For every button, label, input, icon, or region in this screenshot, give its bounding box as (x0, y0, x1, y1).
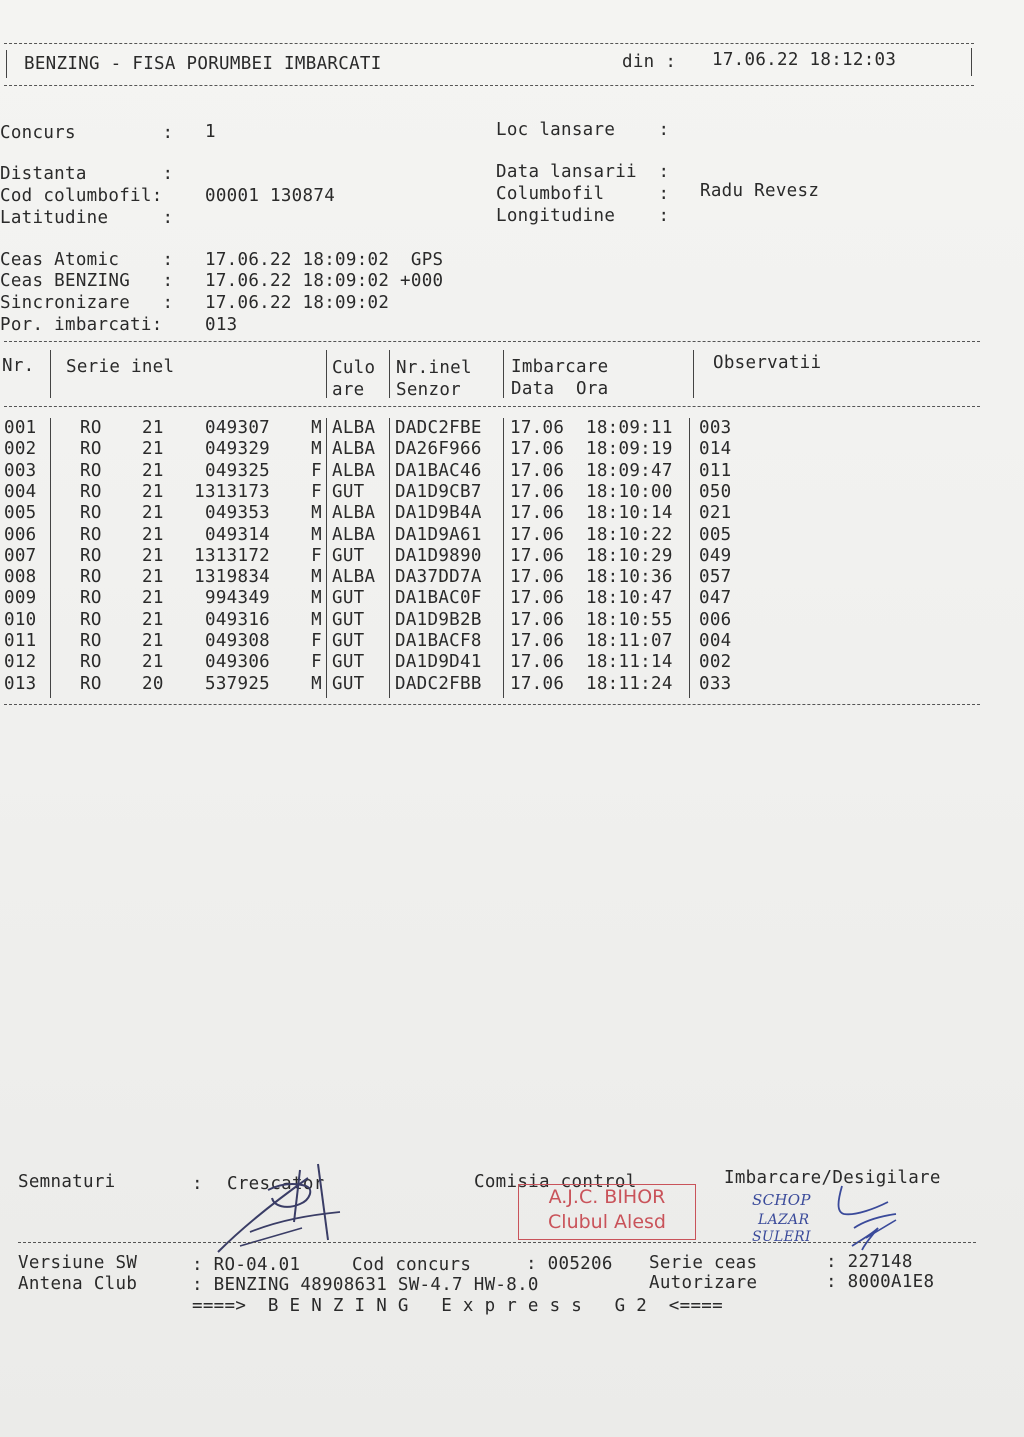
semnaturi-colon: : (192, 1174, 203, 1194)
cell-obs: 014 (699, 439, 732, 460)
cell-sex: F (311, 652, 322, 673)
cell-inel: 1319834 (194, 567, 270, 588)
stamp-line1-b: BIHOR (604, 1186, 666, 1208)
cod-concurs-label: Cod concurs (352, 1255, 472, 1275)
header-border-top (4, 43, 974, 44)
antena-club-value: : BENZING 48908631 SW-4.7 HW-8.0 (192, 1275, 539, 1295)
col-header-nrinel-1: Nr.inel (396, 358, 472, 378)
cell-data: 17.06 (510, 673, 565, 694)
table-row (0, 525, 760, 546)
porumbei-imbarcati-value: 013 (205, 315, 238, 335)
footer-separator (18, 1242, 976, 1243)
cell-data: 17.06 (510, 439, 565, 460)
cell-nr: 012 (4, 652, 37, 673)
cell-nr: 010 (4, 609, 37, 630)
cell-inel: 049307 (204, 418, 270, 438)
col-header-observatii: Observatii (713, 353, 822, 373)
table-border-bottom (4, 704, 980, 705)
header-divider (503, 350, 504, 398)
antena-club-label: Antena Club (18, 1274, 138, 1294)
cell-senzor: DA1D9D41 (395, 652, 482, 673)
cell-senzor: DA1D9CB7 (395, 481, 482, 502)
cell-nr: 002 (4, 439, 37, 460)
concurs-label: Concurs : (0, 123, 174, 143)
report-date-label: din : (622, 52, 677, 72)
cell-nr: 004 (4, 481, 37, 502)
header-divider (693, 350, 694, 398)
table-row (0, 546, 760, 567)
cod-columbofil-value: 00001 130874 (205, 186, 336, 206)
handwritten-name-3: SULERI (752, 1229, 811, 1245)
cell-tara: RO (80, 481, 102, 502)
cell-inel: 049329 (204, 439, 270, 460)
col-header-culoare-2: are (332, 380, 365, 400)
header-divider (50, 350, 51, 398)
cell-inel: 1313173 (194, 481, 270, 502)
cell-tara: RO (80, 673, 102, 694)
cell-tara: RO (80, 524, 102, 545)
column-divider (50, 418, 51, 698)
cell-culoare: GUT (332, 652, 365, 673)
autorizare-value: : 8000A1E8 (826, 1272, 935, 1292)
cell-obs: 047 (699, 588, 732, 609)
cell-inel: 049325 (204, 460, 270, 481)
latitudine-label: Latitudine : (0, 208, 174, 228)
loc-lansare-label: Loc lansare : (496, 120, 670, 140)
cell-an: 21 (142, 524, 164, 545)
cell-tara: RO (80, 545, 102, 566)
header-divider (389, 350, 390, 398)
versiune-sw-label: Versiune SW (18, 1253, 138, 1273)
cell-senzor: DADC2FBB (395, 673, 482, 694)
column-divider (326, 418, 327, 698)
header-border-bottom (4, 85, 974, 86)
cell-culoare: GUT (332, 609, 365, 630)
cell-sex: M (311, 524, 322, 545)
cell-senzor: DA1D9B4A (395, 503, 482, 524)
cell-an: 21 (142, 503, 164, 524)
cell-obs: 003 (699, 418, 732, 438)
distanta-label: Distanta : (0, 164, 174, 184)
table-row (0, 461, 760, 482)
table-row (0, 674, 760, 695)
cell-data: 17.06 (510, 631, 565, 651)
ceas-atomic-label: Ceas Atomic : (0, 250, 174, 270)
cell-nr: 006 (4, 524, 37, 545)
table-row (0, 439, 760, 460)
col-header-serie: Serie inel (66, 357, 175, 377)
handwritten-name-1: SCHOP (752, 1191, 811, 1209)
cell-sex: F (311, 631, 322, 651)
cell-senzor: DA37DD7A (395, 567, 482, 588)
cell-nr: 013 (4, 673, 37, 694)
cell-an: 20 (142, 673, 164, 694)
cell-tara: RO (80, 503, 102, 524)
ceas-benzing-label: Ceas BENZING : (0, 271, 174, 291)
cell-obs: 021 (699, 503, 732, 524)
cell-inel: 537925 (204, 673, 270, 694)
cell-inel: 049353 (204, 503, 270, 524)
imbarcare-desigilare-label: Imbarcare/Desigilare (724, 1168, 941, 1188)
semnaturi-label: Semnaturi (18, 1172, 116, 1192)
cell-sex: F (311, 460, 322, 481)
cell-ora: 18:09:11 (586, 418, 673, 438)
header-border-left (6, 50, 7, 78)
cell-ora: 18:10:36 (586, 567, 673, 588)
cod-concurs-value: : 005206 (526, 1254, 613, 1274)
table-border-top (4, 341, 980, 342)
cell-an: 21 (142, 418, 164, 438)
cell-data: 17.06 (510, 418, 565, 438)
col-header-culoare-1: Culo (332, 358, 376, 378)
cell-an: 21 (142, 631, 164, 651)
cell-ora: 18:11:07 (586, 631, 673, 651)
cell-ora: 18:09:47 (586, 460, 673, 481)
ceas-benzing-value: 17.06.22 18:09:02 +000 (205, 271, 444, 291)
cell-culoare: ALBA (332, 439, 376, 460)
cell-culoare: ALBA (332, 524, 376, 545)
crescator-label: Crescator (227, 1174, 325, 1194)
cell-an: 21 (142, 460, 164, 481)
col-header-nrinel-2: Senzor (396, 380, 462, 400)
cell-data: 17.06 (510, 481, 565, 502)
cell-senzor: DA1D9A61 (395, 524, 482, 545)
stamp-line1-a: A.J.C. (548, 1186, 599, 1208)
cell-data: 17.06 (510, 460, 565, 481)
cell-obs: 004 (699, 631, 732, 651)
cell-an: 21 (142, 545, 164, 566)
cell-data: 17.06 (510, 567, 565, 588)
table-row (0, 588, 760, 609)
cell-tara: RO (80, 652, 102, 673)
cell-nr: 008 (4, 567, 37, 588)
table-row (0, 418, 760, 439)
column-divider (389, 418, 390, 698)
serie-ceas-value: : 227148 (826, 1252, 913, 1272)
cell-obs: 002 (699, 652, 732, 673)
versiune-sw-value: : RO-04.01 (192, 1255, 301, 1275)
cell-inel: 049306 (204, 652, 270, 673)
report-date-value: 17.06.22 18:12:03 (712, 50, 897, 70)
cell-inel: 994349 (204, 588, 270, 609)
data-lansarii-label: Data lansarii : (496, 162, 670, 182)
club-stamp (518, 1184, 696, 1240)
cell-senzor: DA26F966 (395, 439, 482, 460)
cell-tara: RO (80, 609, 102, 630)
cell-senzor: DA1BAC0F (395, 588, 482, 609)
header-divider (326, 350, 327, 398)
cell-inel: 1313172 (194, 545, 270, 566)
cell-senzor: DA1BAC46 (395, 460, 482, 481)
cell-nr: 011 (4, 631, 37, 651)
cell-culoare: GUT (332, 545, 365, 566)
cell-obs: 033 (699, 673, 732, 694)
table-row (0, 631, 760, 652)
cell-data: 17.06 (510, 588, 565, 609)
cell-inel: 049314 (204, 524, 270, 545)
cell-obs: 049 (699, 545, 732, 566)
serie-ceas-label: Serie ceas (649, 1253, 758, 1273)
cod-columbofil-label: Cod columbofil: (0, 186, 163, 206)
table-row (0, 482, 760, 503)
table-row (0, 610, 760, 631)
cell-data: 17.06 (510, 524, 565, 545)
table-row (0, 652, 760, 673)
cell-ora: 18:11:24 (586, 673, 673, 694)
col-header-imbarcare-1: Imbarcare (511, 357, 609, 377)
comisia-control-label: Comisia control (474, 1172, 637, 1192)
cell-tara: RO (80, 588, 102, 609)
cell-tara: RO (80, 567, 102, 588)
cell-data: 17.06 (510, 609, 565, 630)
cell-obs: 057 (699, 567, 732, 588)
cell-culoare: ALBA (332, 460, 376, 481)
ceas-atomic-value: 17.06.22 18:09:02 GPS (205, 250, 444, 270)
cell-culoare: GUT (332, 631, 365, 651)
table-row (0, 567, 760, 588)
column-divider (503, 418, 504, 698)
stamp-line2: Clubul Alesd (548, 1211, 666, 1233)
cell-sex: M (311, 418, 322, 438)
concurs-value: 1 (205, 122, 216, 142)
cell-ora: 18:09:19 (586, 439, 673, 460)
desigilare-signature (826, 1180, 916, 1256)
cell-nr: 007 (4, 545, 37, 566)
column-divider (689, 418, 690, 698)
benzing-express-banner: ====> B E N Z I N G E x p r e s s G 2 <==== (192, 1296, 723, 1316)
cell-tara: RO (80, 631, 102, 651)
cell-sex: F (311, 545, 322, 566)
cell-senzor: DA1D9B2B (395, 609, 482, 630)
cell-sex: M (311, 588, 322, 609)
sincronizare-label: Sincronizare : (0, 293, 174, 313)
cell-sex: M (311, 673, 322, 694)
cell-ora: 18:11:14 (586, 652, 673, 673)
cell-nr: 001 (4, 418, 37, 438)
cell-inel: 049316 (204, 609, 270, 630)
cell-ora: 18:10:29 (586, 545, 673, 566)
cell-nr: 009 (4, 588, 37, 609)
handwritten-name-2: LAZAR (758, 1212, 810, 1228)
cell-sex: M (311, 439, 322, 460)
cell-culoare: GUT (332, 588, 365, 609)
cell-senzor: DA1BACF8 (395, 631, 482, 651)
cell-ora: 18:10:55 (586, 609, 673, 630)
cell-tara: RO (80, 418, 102, 438)
cell-an: 21 (142, 652, 164, 673)
cell-obs: 005 (699, 524, 732, 545)
columbofil-value: Radu Revesz (700, 181, 820, 201)
cell-ora: 18:10:00 (586, 481, 673, 502)
col-header-nr: Nr. (2, 356, 35, 376)
columbofil-label: Columbofil : (496, 184, 670, 204)
header-border-right (971, 48, 972, 76)
cell-culoare: ALBA (332, 418, 376, 438)
cell-culoare: ALBA (332, 567, 376, 588)
cell-ora: 18:10:47 (586, 588, 673, 609)
cell-sex: M (311, 567, 322, 588)
cell-sex: M (311, 609, 322, 630)
cell-senzor: DADC2FBE (395, 418, 482, 438)
cell-ora: 18:10:14 (586, 503, 673, 524)
cell-senzor: DA1D9890 (395, 545, 482, 566)
cell-data: 17.06 (510, 652, 565, 673)
cell-an: 21 (142, 481, 164, 502)
cell-culoare: GUT (332, 673, 365, 694)
col-header-imbarcare-2: Data Ora (511, 379, 609, 399)
report-title: BENZING - FISA PORUMBEI IMBARCATI (24, 54, 382, 74)
cell-obs: 011 (699, 460, 732, 481)
cell-sex: F (311, 481, 322, 502)
cell-sex: M (311, 503, 322, 524)
table-row (0, 503, 760, 524)
cell-an: 21 (142, 588, 164, 609)
cell-an: 21 (142, 609, 164, 630)
autorizare-label: Autorizare (649, 1273, 758, 1293)
cell-tara: RO (80, 460, 102, 481)
cell-nr: 005 (4, 503, 37, 524)
cell-data: 17.06 (510, 545, 565, 566)
cell-ora: 18:10:22 (586, 524, 673, 545)
cell-data: 17.06 (510, 503, 565, 524)
cell-obs: 050 (699, 481, 732, 502)
cell-obs: 006 (699, 609, 732, 630)
cell-inel: 049308 (204, 631, 270, 651)
longitudine-label: Longitudine : (496, 206, 670, 226)
cell-tara: RO (80, 439, 102, 460)
crescator-signature (210, 1160, 350, 1260)
porumbei-imbarcati-label: Por. imbarcati: (0, 315, 163, 335)
cell-an: 21 (142, 439, 164, 460)
table-header-separator (4, 406, 980, 407)
cell-culoare: ALBA (332, 503, 376, 524)
cell-culoare: GUT (332, 481, 365, 502)
cell-an: 21 (142, 567, 164, 588)
sincronizare-value: 17.06.22 18:09:02 (205, 293, 390, 313)
cell-nr: 003 (4, 460, 37, 481)
